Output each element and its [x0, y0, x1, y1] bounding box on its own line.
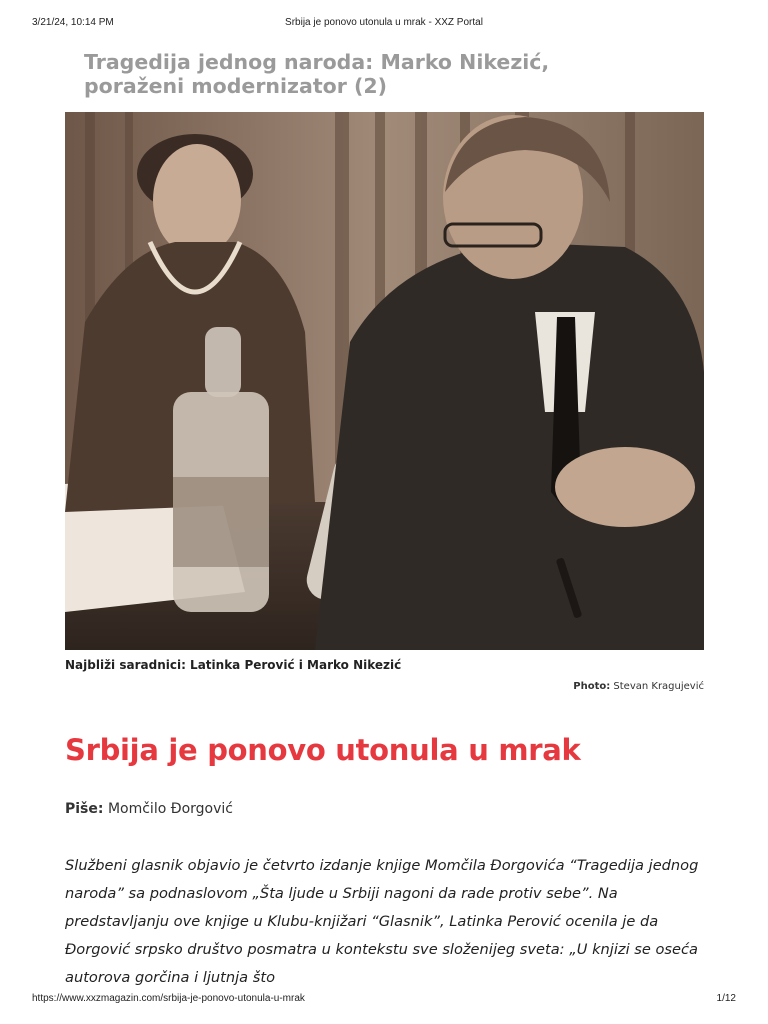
byline-author: Momčilo Đorgović: [107, 801, 233, 817]
article-byline: [65, 801, 233, 817]
article-intro: Službeni glasnik objavio je četvrto izdanje knjige Momčila Đorgovića “Tragedija jednog naroda” sa podnaslovom „Šta ljude u Srbiji nagoni da rade protiv sebe”. Na predstavljanju ove knjige u Klubu-knjižari “Glasnik”, Latinka Perović ocenila je da Đorgović srpsko društvo posmatra u kontekstu sve složenijeg sveta: „U knjizi se oseća autorova gorčina i ljutnja što: [65, 857, 699, 986]
print-page-number: 1/12: [716, 993, 736, 1004]
print-datetime: 3/21/24, 10:14 PM: [32, 17, 114, 28]
print-url: https://www.xxzmagazin.com/srbija-je-ponovo-utonula-u-mrak: [32, 993, 305, 1004]
print-footer: [32, 993, 736, 1007]
photo-credit-name: Stevan Kragujević: [613, 681, 704, 692]
photo-illustration: [65, 112, 704, 650]
article-headline: Srbija je ponovo utonula u mrak: [65, 733, 581, 767]
byline-label: Piše:: [65, 801, 104, 817]
photo-credit-label: Photo:: [573, 681, 611, 692]
print-page-title: Srbija je ponovo utonula u mrak - XXZ Portal: [285, 17, 483, 28]
print-header: [32, 17, 736, 31]
article-kicker[interactable]: Tragedija jednog naroda: Marko Nikezić, poraženi modernizator (2): [84, 50, 550, 98]
photo-caption: Najbliži saradnici: Latinka Perović i Marko Nikezić: [65, 658, 402, 672]
article-photo: [65, 112, 704, 650]
photo-credit: [573, 681, 704, 692]
